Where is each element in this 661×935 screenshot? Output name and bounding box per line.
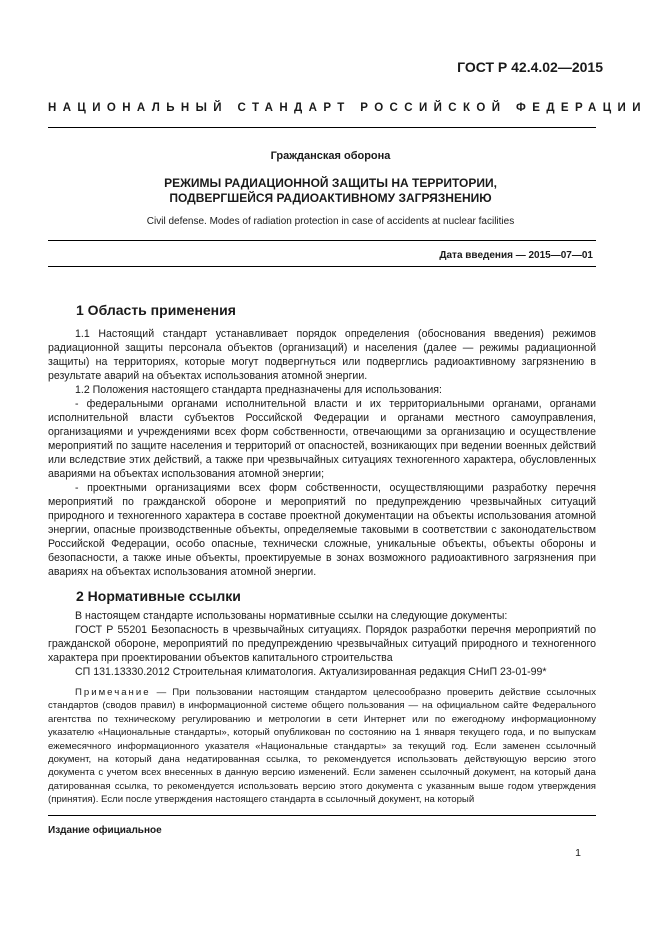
section-2-heading: 2 Нормативные ссылки: [76, 588, 241, 604]
paragraph: 1.2 Положения настоящего стандарта предназначены для использования:: [75, 384, 442, 396]
reference-item: СП 131.13330.2012 Строительная климатология. Актуализированная редакция СНиП 23-01-99*: [75, 666, 547, 678]
introduction-date: Дата введения — 2015—07—01: [439, 250, 593, 261]
section-2-body: [48, 609, 596, 679]
reference-item: ГОСТ Р 55201 Безопасность в чрезвычайных ситуациях. Порядок разработки перечня мероприятий по гражданской обороне, мероприятий по предупреждению чрезвычайных ситуаций природного и техногенного характера при проектировании объектов капитального строительства: [48, 624, 596, 664]
standard-title: [0, 176, 661, 206]
section-1-body: [48, 327, 596, 579]
title-rule-top: [48, 240, 596, 241]
title-rule-bottom: [48, 266, 596, 267]
paragraph: 1.1 Настоящий стандарт устанавливает порядок определения (обоснования введения) режимов радиационной защиты персонала объектов (организаций) и населения (далее — режимы радиационной защиты) на территориях, которые могут подвергнуться или подверглись радиоактивному загрязнению в результате аварий на объектах использования атомной энергии.: [48, 328, 596, 382]
english-title: Civil defense. Modes of radiation protection in case of accidents at nuclear facilities: [146, 216, 515, 227]
header-rule: [48, 127, 596, 128]
standard-category: Гражданская оборона: [270, 150, 391, 162]
footer-rule: [48, 815, 596, 816]
title-line-1: РЕЖИМЫ РАДИАЦИОННОЙ ЗАЩИТЫ НА ТЕРРИТОРИИ,: [164, 176, 497, 190]
list-item: - федеральными органами исполнительной власти и их территориальными органами, органами исполнительной власти субъектов Российской Федерации и органами местного самоуправления, организациями и учреждениями всех форм собственности, отвечающими за организацию и осуществление мероприятий по защите населения и территорий от опасностей, возникающих при ведении военных действий или вследствие этих действий, а также при чрезвычайных ситуациях техногенного характера, обусловленных авариями на объектах использования атомной энергии;: [48, 398, 596, 480]
national-standard-banner: НАЦИОНАЛЬНЫЙ СТАНДАРТ РОССИЙСКОЙ ФЕДЕРАЦИИ: [48, 102, 647, 114]
section-1-heading: 1 Область применения: [76, 302, 236, 318]
note-block: [48, 686, 596, 807]
title-line-2: ПОДВЕРГШЕЙСЯ РАДИОАКТИВНОМУ ЗАГРЯЗНЕНИЮ: [169, 191, 492, 205]
list-item: - проектными организациями всех форм собственности, осуществляющими разработку перечня мероприятий по гражданской обороне и мероприятий по предупреждению чрезвычайных ситуаций природного и техногенного характера в составе проектной документации на объекты использования атомной энергии, опасные производственные объекты, определяемые таковыми в соответствии с законодательством Российской Федерации, особо опасные, технически сложные, уникальные объекты, объекты обороны и безопасности, а также иные объекты, проектируемые в зонах возможного радиоактивного загрязнения при авариях на объектах использования атомной энергии.: [48, 482, 596, 578]
page-number: 1: [575, 847, 581, 859]
paragraph: В настоящем стандарте использованы нормативные ссылки на следующие документы:: [75, 610, 508, 622]
note-text: — При пользовании настоящим стандартом целесообразно проверить действие ссылочных стандартов (сводов правил) в информационной системе общего пользования — на официальном сайте Федерального агентства по техническому регулированию и метрологии в сети Интернет или по ежегодному информационному указателю «Национальные стандарты», который опубликован по состоянию на 1 января текущего года, и по выпускам ежемесячного информационного указателя «Национальные стандарты» за текущий год. Если заменен ссылочный документ, на который дана недатированная ссылка, то рекомендуется использовать действующую версию этого документа с учетом всех внесенных в данную версию изменений. Если заменен ссылочный документ, на который дана датированная ссылка, то рекомендуется использовать версию этого документа с указанным выше годом утверждения (принятия). Если после утверждения настоящего стандарта в ссылочный документ, на который: [48, 687, 596, 806]
document-number: ГОСТ Р 42.4.02—2015: [457, 59, 603, 75]
note-label: Примечание: [75, 687, 151, 698]
official-edition-label: Издание официальное: [48, 825, 162, 836]
